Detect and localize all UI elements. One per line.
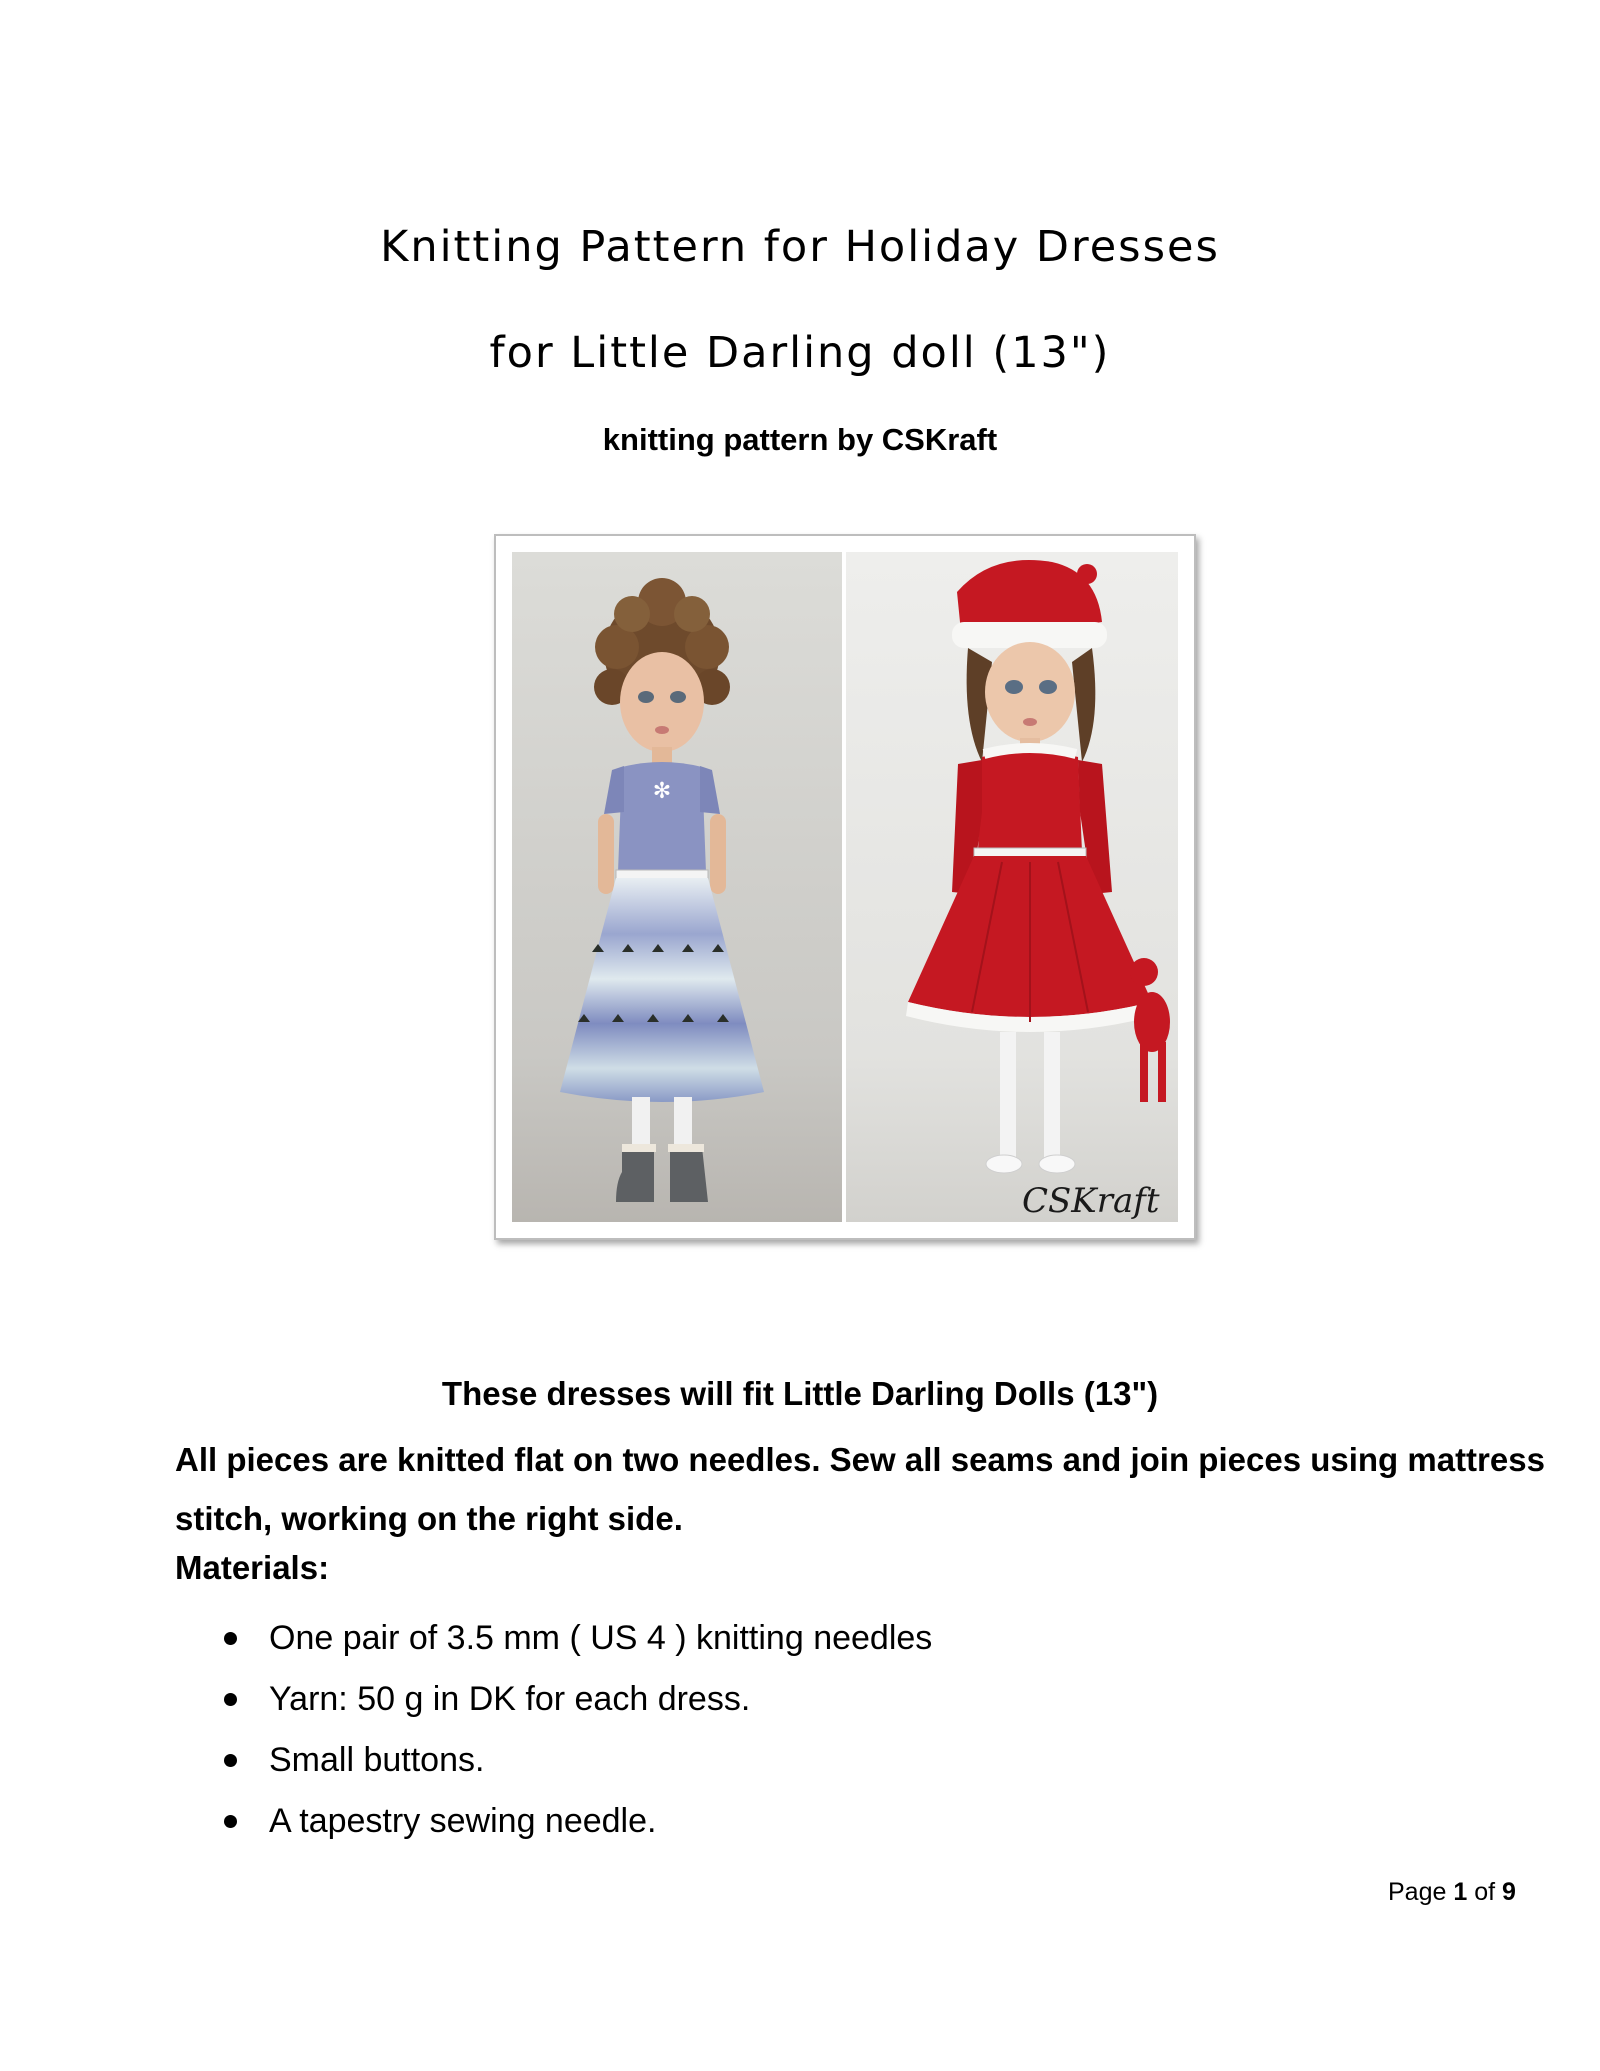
doll-photo-frame [494,534,1196,1240]
bullet-icon [224,1815,237,1828]
list-item [0,1608,932,1669]
total-pages: 9 [1502,1878,1516,1906]
page-separator: of [1474,1878,1496,1906]
doll-photo [512,552,1178,1222]
list-item [0,1730,932,1791]
document-title: Knitting Pattern for Holiday Dresses [380,222,1220,272]
material-text: Small buttons. [269,1741,485,1779]
bullet-icon [224,1754,237,1767]
document-subtitle: for Little Darling doll (13") [489,328,1111,378]
material-text: Yarn: 50 g in DK for each dress. [269,1680,751,1718]
bullet-icon [224,1693,237,1706]
page-number [1388,1878,1516,1907]
photo-watermark: CSKraft [1022,1181,1160,1221]
list-item [0,1669,932,1730]
svg-text:✻: ✻ [652,779,672,804]
materials-heading: Materials: [175,1549,330,1586]
list-item [0,1791,932,1852]
author-byline: knitting pattern by CSKraft [602,422,998,457]
bullet-icon [224,1632,237,1645]
material-text: One pair of 3.5 mm ( US 4 ) knitting needles [269,1619,933,1657]
material-text: A tapestry sewing needle. [269,1802,657,1840]
intro-paragraph: All pieces are knitted flat on two needles. Sew all seams and join pieces using mattress stitch, working on the right side. [175,1441,1545,1537]
fit-heading: These dresses will fit Little Darling Dolls (13") [441,1375,1159,1412]
page-prefix: Page [1388,1878,1447,1906]
materials-list [0,1608,932,1852]
current-page: 1 [1453,1878,1468,1906]
